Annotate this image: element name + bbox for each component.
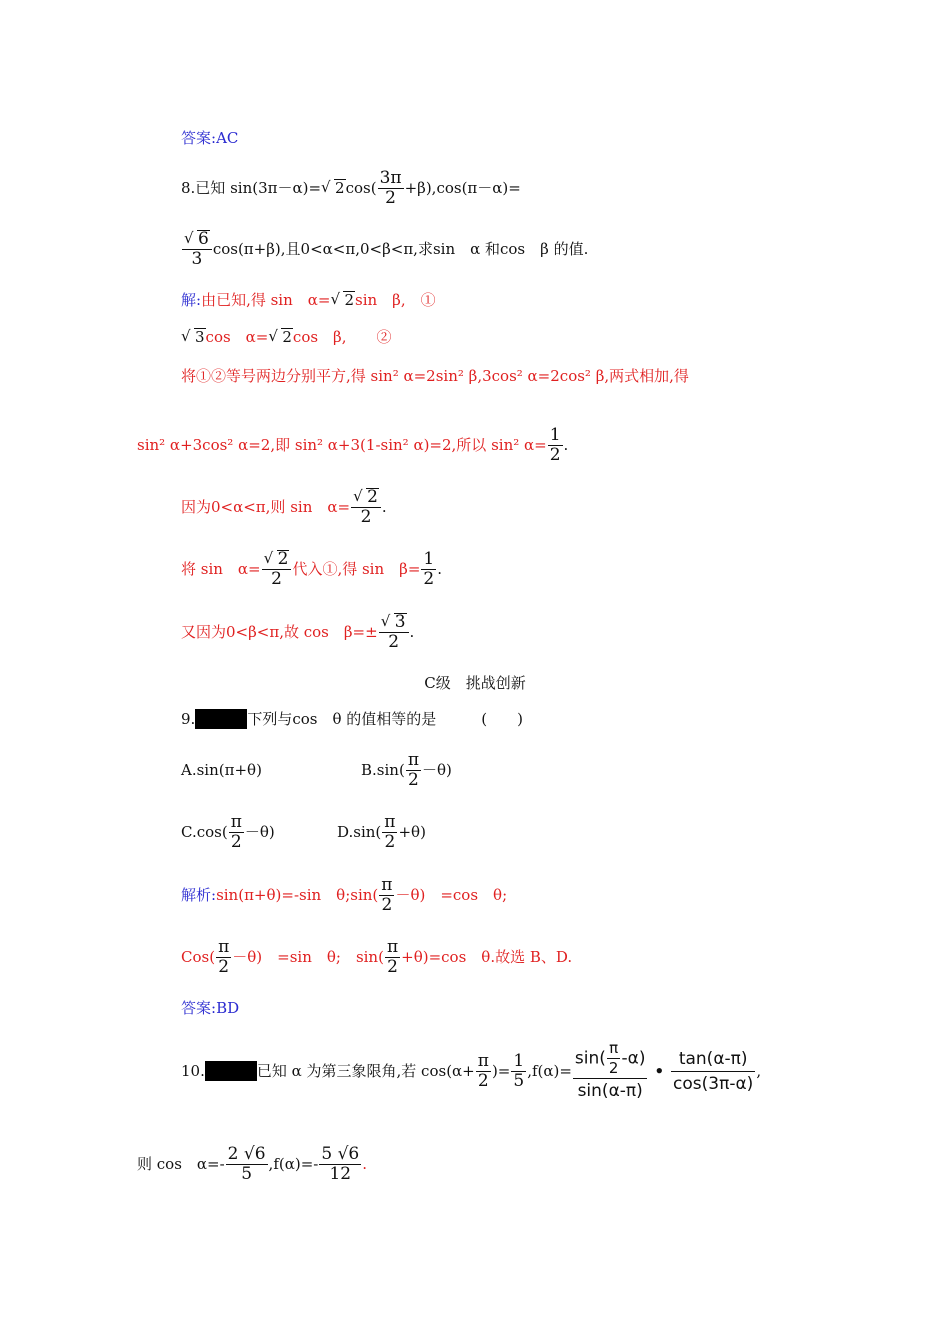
answer-7 [181,127,238,149]
fraction-root6-over-3: √ 6 3 [182,230,212,269]
multiply-dot: • [654,1062,665,1080]
fraction-pi-over-2: $\frac{\pi}{2}$ [407,749,419,790]
q8-text-c: +β),cos(π－α)= [404,179,521,197]
q9-option-b: B.sin( $\frac{\pi}{2}$ －θ) [361,749,452,790]
fraction-pi-over-2: $\frac{\pi}{2}$ [386,936,399,977]
fraction-pi-over-2: $\frac{\pi}{2}$ [230,811,242,852]
answer-value: AC [216,129,239,147]
sol8-line3: 将①②等号两边分别平方,得 sin² α=2sin² β,3cos² α=2cos² β,两式相加,得 [181,367,689,385]
fraction-sin-ratio: sin( $\frac{\pi}{2}$ -α) sin(α-π) [574,1039,646,1101]
q9-option-a: A.sin(π+θ) [181,761,262,779]
solution-label: 解: [181,291,202,309]
q8-text-d: cos(π+β),且0<α<π,0<β<π,求sin α 和cos β 的值. [212,240,589,258]
fraction-pi-over-2: $\frac{\pi}{2}$ [218,936,230,977]
fraction-3pi-over-2: $\frac{3\pi}{2}$ [379,167,402,208]
redaction-box [205,1061,257,1081]
fraction-one-fifth: $\frac{1}{5}$ [513,1050,525,1091]
sqrt-2: √ 2 [330,290,354,309]
fraction-pi-over-2: $\frac{\pi}{2}$ [384,811,396,852]
solution-label: 解析: [181,886,217,904]
sol8-line7: 又因为0<β<π,故 cos β=± √ 3 2 . [181,611,415,652]
q9-text: 下列与cos θ 的值相等的是 ( ) [247,710,523,728]
sqrt-2: √ 2 [268,327,292,346]
fraction-root3-over-2: √ 3 2 [379,613,409,652]
q9-option-d: D.sin( $\frac{\pi}{2}$ +θ) [337,811,426,852]
sol8-line1: 解:由已知,得 sin α= √ 2sin β, ① [181,290,436,309]
redaction-box [195,709,247,729]
q10-answer: 则 cos α=- $\frac{2 √6}{5}$ ,f(α)=- $\frac{5 √6}{12}$ . [137,1143,367,1184]
sol8-line2: √ 3cos α= √ 2cos β, ② [181,327,392,346]
q8-line2 [181,226,588,272]
q10-stem: 10. 已知 α 为第三象限角,若 cos(α+ $\frac{\pi}{2}$ )= $\frac{1}{5}$ ,f(α)= sin( $\frac{\pi}{2}$ -α) sin(α-π) • $\frac{\tan(\alpha-\pi)}{\cos(3\pi-\alpha)}$ , [181,1039,762,1101]
fraction-one-half: $\frac{1}{2}$ [549,424,561,465]
sol9-line2: Cos( $\frac{\pi}{2}$ －θ) =sin θ; sin( $\frac{\pi}{2}$ +θ)=cos θ.故选 B、D. [181,936,573,977]
q10-number: 10. [181,1062,205,1080]
fraction-5root6-over-12: $\frac{5 √6}{12}$ [321,1143,360,1184]
q8-line1 [181,166,521,210]
answer-9 [181,997,239,1019]
q8-text-a: 8.已知 sin(3π－α)= [181,179,322,197]
fraction-2root6-over-5: $\frac{2 √6}{5}$ [227,1143,266,1184]
fraction-root2-over-2: √ 2 2 [262,550,292,589]
fraction-one-half: $\frac{1}{2}$ [423,548,435,589]
answer-value: BD [216,999,240,1017]
fraction-pi-over-2: $\frac{\pi}{2}$ [381,874,393,915]
answer-label: 答案: [181,999,217,1017]
answer-label: 答案: [181,129,217,147]
sol9-line1: 解析: sin(π+θ)=-sin θ;sin( $\frac{\pi}{2}$ －θ) =cos θ; [181,874,508,915]
q9-option-c: C.cos( $\frac{\pi}{2}$ －θ) [181,811,275,852]
sol8-line4: sin² α+3cos² α=2,即 sin² α+3(1-sin² α)=2,所以 sin² α= $\frac{1}{2}$ . [137,424,569,465]
fraction-tan-over-cos: $\frac{\tan(\alpha-\pi)}{\cos(3\pi-\alpha)}$ [673,1048,754,1094]
sqrt-3: √ 3 [181,327,205,346]
fraction-pi-over-2: $\frac{\pi}{2}$ [477,1050,489,1091]
q8-text-b: cos( [345,179,377,197]
q9-stem [181,708,523,730]
fraction-root2-over-2: √ 2 2 [351,488,381,527]
section-heading: C级 挑战创新 [424,674,526,692]
sol8-line6: 将 sin α= √ 2 2 代入①,得 sin β= $\frac{1}{2}$ . [181,548,442,589]
q9-number: 9. [181,710,196,728]
sol8-line5: 因为0<α<π,则 sin α= √ 2 2 . [181,486,387,527]
sqrt-2: √ 2 [321,178,345,197]
